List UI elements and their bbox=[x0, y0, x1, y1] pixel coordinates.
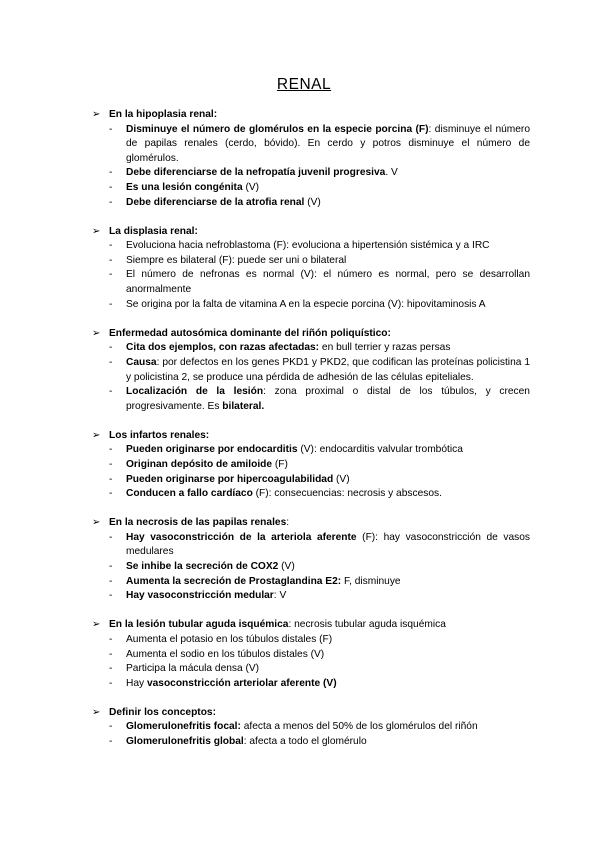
list-item bbox=[109, 356, 530, 385]
arrow-bullet-icon: ➢ bbox=[92, 225, 101, 237]
section bbox=[92, 706, 530, 750]
list-item bbox=[109, 166, 530, 181]
text-run: Se origina por la falta de vitamina A en la especie porcina (V): hipovitaminosis A bbox=[126, 298, 486, 310]
text-run: Glomerulonefritis global bbox=[126, 735, 244, 747]
item-list bbox=[92, 123, 530, 211]
item-list bbox=[92, 341, 530, 414]
text-run: El número de nefronas es normal (V): el número es normal, pero se desarrollan anormalmente bbox=[126, 269, 530, 296]
list-item bbox=[109, 123, 530, 167]
text-run: Debe diferenciarse de la atrofia renal bbox=[126, 196, 305, 208]
section bbox=[92, 516, 530, 604]
list-item bbox=[109, 268, 530, 297]
text-run: Debe diferenciarse de la nefropatía juvenil progresiva bbox=[126, 167, 386, 179]
arrow-bullet-icon: ➢ bbox=[92, 706, 101, 718]
text-run: La displasia renal: bbox=[109, 225, 198, 237]
text-run: Participa la mácula densa (V) bbox=[126, 663, 260, 675]
section-heading bbox=[92, 108, 530, 123]
section-heading bbox=[92, 618, 530, 633]
text-run: Los infartos renales: bbox=[109, 429, 210, 441]
list-item bbox=[109, 648, 530, 663]
dash-bullet-icon: - bbox=[109, 488, 113, 500]
dash-bullet-icon: - bbox=[109, 181, 113, 193]
arrow-bullet-icon: ➢ bbox=[92, 517, 101, 529]
text-run: Hay bbox=[126, 677, 147, 689]
text-run: : bbox=[286, 517, 290, 529]
dash-bullet-icon: - bbox=[109, 254, 113, 266]
text-run: (F) bbox=[272, 458, 288, 470]
dash-bullet-icon: - bbox=[109, 590, 113, 602]
list-item bbox=[109, 239, 530, 254]
text-run: Pueden originarse por hipercoagulabilidad bbox=[126, 473, 334, 485]
text-run: . V bbox=[385, 167, 398, 179]
item-list bbox=[92, 443, 530, 501]
list-item bbox=[109, 458, 530, 473]
section-heading bbox=[92, 706, 530, 721]
section bbox=[92, 429, 530, 502]
dash-bullet-icon: - bbox=[109, 298, 113, 310]
list-item bbox=[109, 720, 530, 735]
arrow-bullet-icon: ➢ bbox=[92, 327, 101, 339]
dash-bullet-icon: - bbox=[109, 735, 113, 747]
dash-bullet-icon: - bbox=[109, 444, 113, 456]
dash-bullet-icon: - bbox=[109, 677, 113, 689]
dash-bullet-icon: - bbox=[109, 663, 113, 675]
text-run: Originan depósito de amiloide bbox=[126, 458, 273, 470]
arrow-bullet-icon: ➢ bbox=[92, 619, 101, 631]
text-run: Conducen a fallo cardíaco bbox=[126, 488, 253, 500]
text-run: : necrosis tubular aguda isquémica bbox=[288, 619, 446, 631]
dash-bullet-icon: - bbox=[109, 721, 113, 733]
dash-bullet-icon: - bbox=[109, 531, 113, 543]
section bbox=[92, 327, 530, 415]
list-item bbox=[109, 385, 530, 414]
text-run: Pueden originarse por endocarditis bbox=[126, 444, 298, 456]
dash-bullet-icon: - bbox=[109, 356, 113, 368]
section bbox=[92, 225, 530, 313]
text-run: Enfermedad autosómica dominante del riñón poliquístico: bbox=[109, 327, 391, 339]
text-run: En la hipoplasia renal: bbox=[109, 109, 218, 120]
dash-bullet-icon: - bbox=[109, 633, 113, 645]
dash-bullet-icon: - bbox=[109, 561, 113, 573]
dash-bullet-icon: - bbox=[109, 575, 113, 587]
item-list bbox=[92, 531, 530, 604]
list-item bbox=[109, 575, 530, 590]
item-list bbox=[92, 633, 530, 691]
list-item bbox=[109, 443, 530, 458]
section-heading bbox=[92, 516, 530, 531]
list-item bbox=[109, 473, 530, 488]
text-run: : afecta a todo el glomérulo bbox=[243, 735, 367, 747]
text-run: Aumenta el sodio en los túbulos distales (V) bbox=[126, 648, 325, 660]
dash-bullet-icon: - bbox=[109, 123, 113, 135]
text-run: : por defectos en los genes PKD1 y PKD2, que codifican las proteínas policistina 1 y policistina 2, se produce una pérdida de adhesión de las células epiteliales. bbox=[126, 356, 530, 383]
dash-bullet-icon: - bbox=[109, 458, 113, 470]
list-item bbox=[109, 487, 530, 502]
dash-bullet-icon: - bbox=[109, 386, 113, 398]
text-run: (V) bbox=[242, 181, 260, 193]
section bbox=[92, 618, 530, 691]
list-item bbox=[109, 677, 530, 692]
item-list bbox=[92, 239, 530, 312]
dash-bullet-icon: - bbox=[109, 240, 113, 252]
text-run: vasoconstricción arteriolar aferente (V) bbox=[146, 677, 337, 689]
text-run: (V) bbox=[333, 473, 350, 485]
section bbox=[92, 108, 530, 210]
text-run: (V): endocarditis valvular trombótica bbox=[297, 444, 463, 456]
arrow-bullet-icon: ➢ bbox=[92, 109, 101, 120]
text-run: (F): hay vasoconstricción de vasos medulares bbox=[126, 531, 530, 558]
list-item bbox=[109, 589, 530, 604]
text-run: Localización de la lesión bbox=[126, 386, 264, 398]
text-run: Se inhibe la secreción de COX2 bbox=[126, 561, 279, 573]
text-run: Hay vasoconstricción medular bbox=[126, 590, 274, 602]
text-run: : zona proximal o distal de los túbulos, y crecen progresivamente. Es bbox=[126, 386, 530, 412]
arrow-bullet-icon: ➢ bbox=[92, 429, 101, 441]
list-item bbox=[109, 662, 530, 677]
sections-container bbox=[92, 108, 530, 750]
list-item bbox=[109, 254, 530, 269]
dash-bullet-icon: - bbox=[109, 342, 113, 354]
text-run: En la necrosis de las papilas renales bbox=[109, 517, 287, 529]
list-item bbox=[109, 181, 530, 196]
text-run: Es una lesión congénita bbox=[126, 181, 243, 193]
text-run: En la lesión tubular aguda isquémica bbox=[109, 619, 289, 631]
section-heading bbox=[92, 327, 530, 342]
list-item bbox=[109, 298, 530, 313]
text-run: Cita dos ejemplos, con razas afectadas: bbox=[126, 342, 320, 354]
text-run: (V) bbox=[278, 561, 295, 573]
section-heading bbox=[92, 429, 530, 444]
page-title: RENAL bbox=[276, 76, 332, 93]
text-run: F, disminuye bbox=[341, 575, 401, 587]
text-run: Causa bbox=[126, 356, 157, 368]
text-run: Disminuye el número de glomérulos en la especie porcina (F) bbox=[126, 123, 429, 135]
section-heading bbox=[92, 225, 530, 240]
text-run: en bull terrier y razas persas bbox=[319, 342, 451, 354]
text-run: : V bbox=[273, 590, 287, 602]
text-run: (V) bbox=[304, 196, 321, 208]
text-run: Glomerulonefritis focal: bbox=[126, 721, 241, 733]
list-item bbox=[109, 341, 530, 356]
text-run: Aumenta la secreción de Prostaglandina E2: bbox=[126, 575, 342, 587]
list-item bbox=[109, 196, 530, 211]
text-run: Definir los conceptos: bbox=[109, 706, 216, 718]
text-run: bilateral. bbox=[222, 400, 265, 412]
text-run: afecta a menos del 50% de los glomérulos del riñón bbox=[240, 721, 478, 733]
item-list bbox=[92, 720, 530, 749]
dash-bullet-icon: - bbox=[109, 196, 113, 208]
text-run: Hay vasoconstricción de la arteriola aferente bbox=[126, 531, 357, 543]
text-run: : disminuye el número de papilas renales (cerdo, bóvido). En cerdo y potros disminuye el número de glomérulos. bbox=[126, 123, 530, 164]
dash-bullet-icon: - bbox=[109, 167, 113, 179]
dash-bullet-icon: - bbox=[109, 269, 113, 281]
list-item bbox=[109, 735, 530, 750]
text-run: (F): consecuencias: necrosis y abscesos. bbox=[252, 488, 442, 500]
text-run: Evoluciona hacia nefroblastoma (F): evoluciona a hipertensión sistémica y a IRC bbox=[126, 240, 490, 252]
dash-bullet-icon: - bbox=[109, 473, 113, 485]
text-run: Aumenta el potasio en los túbulos distales (F) bbox=[126, 633, 333, 645]
list-item bbox=[109, 560, 530, 575]
text-run: Siempre es bilateral (F): puede ser uni o bilateral bbox=[126, 254, 347, 266]
dash-bullet-icon: - bbox=[109, 648, 113, 660]
list-item bbox=[109, 633, 530, 648]
list-item bbox=[109, 531, 530, 560]
